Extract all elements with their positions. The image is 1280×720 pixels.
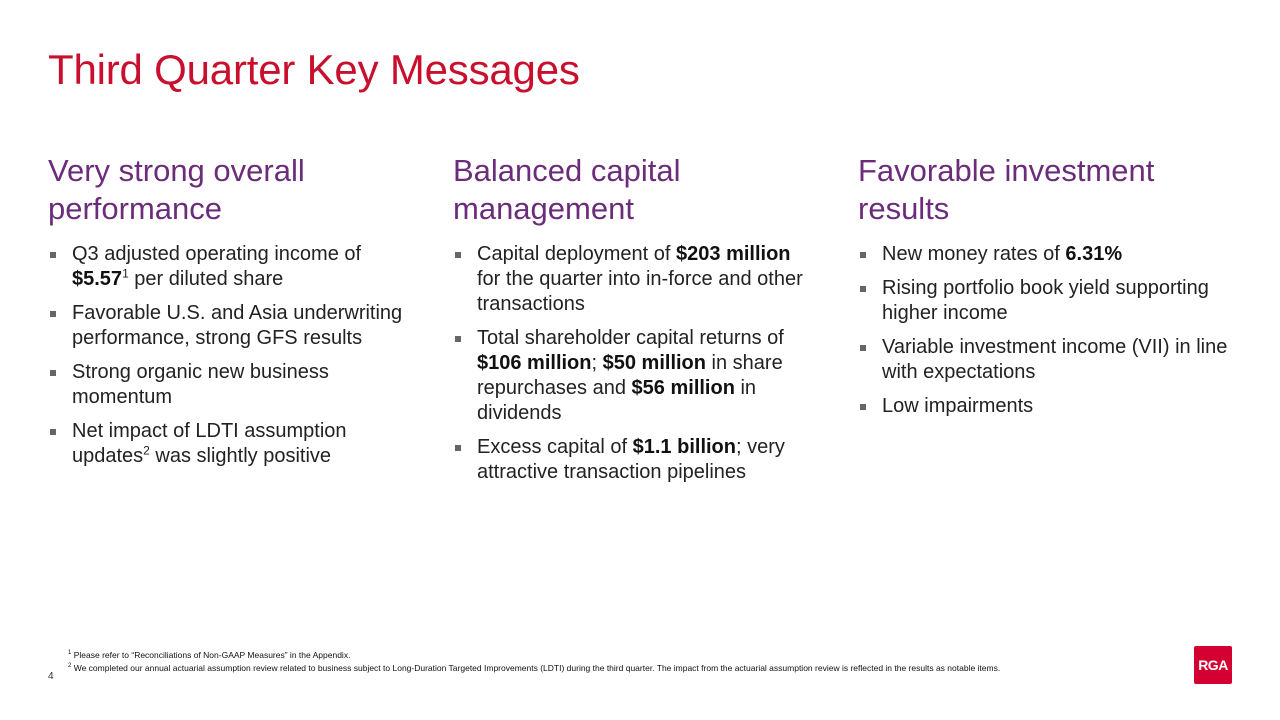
bullet-item bbox=[858, 335, 1238, 385]
bullet-text: Net impact of LDTI assumption updates bbox=[72, 420, 347, 467]
column-heading bbox=[858, 152, 1238, 228]
square-bullet-icon bbox=[455, 445, 461, 451]
bullet-text: Favorable U.S. and Asia underwriting performance, strong GFS results bbox=[72, 302, 403, 349]
square-bullet-icon bbox=[50, 252, 56, 258]
bullet-item bbox=[48, 301, 408, 351]
bullet-highlight: $203 million bbox=[676, 243, 791, 265]
bullet-item bbox=[48, 360, 408, 410]
bullet-highlight: $1.1 billion bbox=[632, 436, 736, 458]
page-number: 4 bbox=[48, 671, 54, 682]
bullet-item bbox=[453, 242, 813, 317]
bullet-text: Variable investment income (VII) in line with expectations bbox=[882, 336, 1228, 383]
bullet-highlight: $5.57 bbox=[72, 268, 123, 290]
bullet-item bbox=[453, 326, 813, 426]
bullet-item bbox=[858, 242, 1238, 267]
column-performance bbox=[48, 152, 408, 478]
square-bullet-icon bbox=[50, 370, 56, 376]
bullet-text: in dividends bbox=[477, 377, 757, 424]
bullet-highlight: 6.31% bbox=[1065, 243, 1123, 265]
bullet-text: Strong organic new business momentum bbox=[72, 361, 329, 408]
footnote-ref: 2 bbox=[143, 443, 150, 458]
column-investment bbox=[858, 152, 1238, 428]
bullet-text: Q3 adjusted operating income of bbox=[72, 243, 362, 265]
column-capital bbox=[453, 152, 813, 494]
bullet-highlight: $50 million bbox=[602, 352, 706, 374]
bullet-item bbox=[453, 435, 813, 485]
bullet-highlight: $56 million bbox=[631, 377, 735, 399]
bullet-text: New money rates of bbox=[882, 243, 1066, 265]
bullet-text: Rising portfolio book yield supporting higher income bbox=[882, 277, 1209, 324]
bullet-highlight: $106 million bbox=[477, 352, 592, 374]
square-bullet-icon bbox=[50, 429, 56, 435]
column-heading-line: performance bbox=[48, 191, 223, 226]
bullet-item bbox=[48, 242, 408, 292]
bullet-item bbox=[858, 394, 1238, 419]
bullet-text: Capital deployment of bbox=[477, 243, 677, 265]
bullet-item bbox=[48, 419, 408, 469]
square-bullet-icon bbox=[860, 345, 866, 351]
bullet-list bbox=[48, 242, 408, 469]
column-heading-line: Favorable investment bbox=[858, 153, 1155, 188]
footnote-number: 2 bbox=[68, 662, 72, 669]
bullet-text: ; bbox=[591, 352, 603, 374]
footnotes bbox=[68, 648, 1168, 674]
square-bullet-icon bbox=[50, 311, 56, 317]
rga-logo: RGA bbox=[1194, 646, 1232, 684]
column-heading bbox=[453, 152, 813, 228]
column-heading-line: Balanced capital bbox=[453, 153, 681, 188]
square-bullet-icon bbox=[455, 336, 461, 342]
column-heading-line: results bbox=[858, 191, 950, 226]
bullet-text: in share repurchases and bbox=[477, 352, 783, 399]
column-heading-line: management bbox=[453, 191, 634, 226]
square-bullet-icon bbox=[860, 252, 866, 258]
bullet-text: per diluted share bbox=[128, 268, 284, 290]
bullet-text: Excess capital of bbox=[477, 436, 633, 458]
bullet-text: ; very attractive transaction pipelines bbox=[477, 436, 785, 483]
footnote-number: 1 bbox=[68, 650, 72, 656]
footnote-ref: 1 bbox=[122, 266, 129, 281]
bullet-text: Low impairments bbox=[882, 395, 1034, 417]
footnote bbox=[68, 661, 1168, 674]
bullet-item bbox=[858, 276, 1238, 326]
square-bullet-icon bbox=[860, 286, 866, 292]
bullet-text: was slightly positive bbox=[149, 445, 332, 467]
bullet-text: for the quarter into in-force and other transactions bbox=[477, 268, 803, 315]
footnote-text: We completed our annual actuarial assumption review related to business subject to Long-Duration Targeted Improvements (LDTI) during the third quarter. The impact from the actuarial assumption review is reflected in the results as notable items. bbox=[73, 662, 1001, 673]
footnote bbox=[68, 648, 1168, 661]
bullet-list bbox=[858, 242, 1238, 419]
square-bullet-icon bbox=[455, 252, 461, 258]
square-bullet-icon bbox=[860, 404, 866, 410]
column-heading bbox=[48, 152, 408, 228]
slide-title: Third Quarter Key Messages bbox=[48, 46, 580, 93]
bullet-text: Total shareholder capital returns of bbox=[477, 327, 784, 349]
bullet-list bbox=[453, 242, 813, 485]
footnote-text: Please refer to “Reconciliations of Non-GAAP Measures” in the Appendix. bbox=[73, 649, 351, 660]
column-heading-line: Very strong overall bbox=[48, 153, 305, 188]
